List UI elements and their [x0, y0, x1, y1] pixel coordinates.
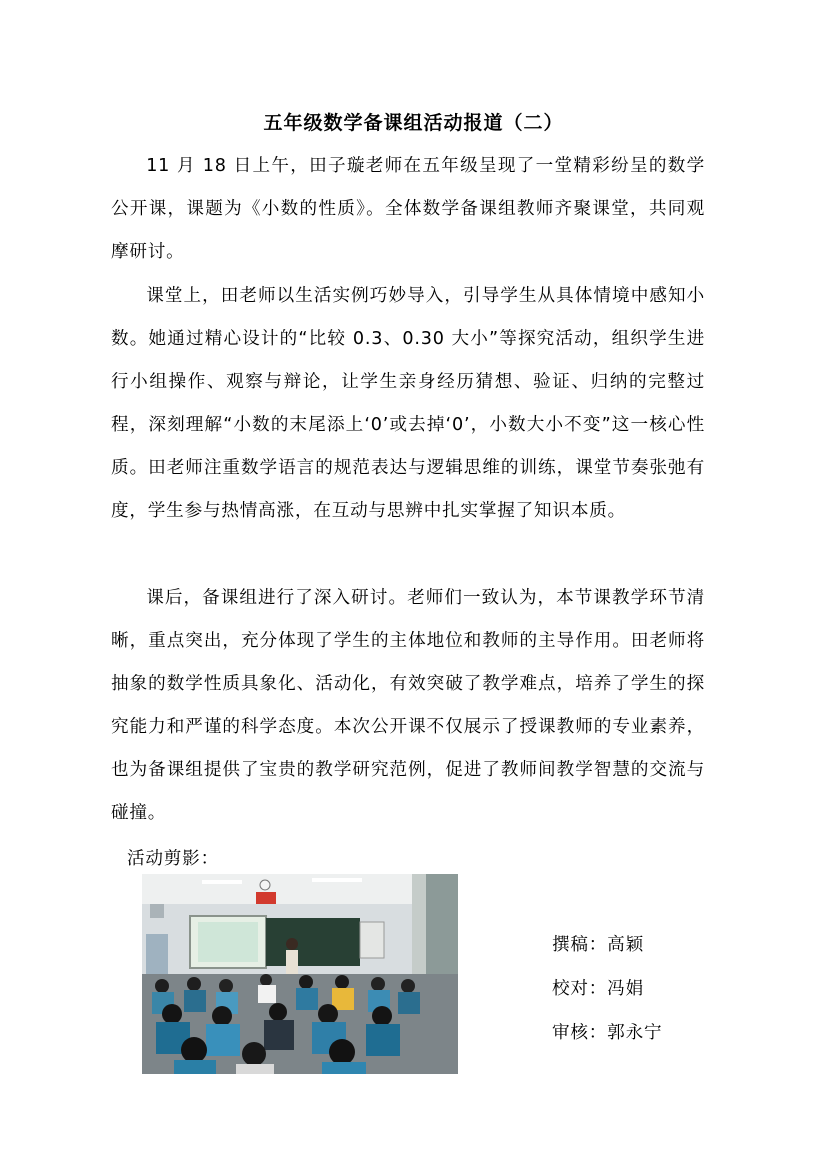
- paragraph-intro: 11 月 18 日上午，田子璇老师在五年级呈现了一堂精彩纷呈的数学公开课，课题为《小数的性质》。全体数学备课组教师齐聚课堂，共同观摩研讨。: [111, 156, 705, 262]
- credits-block: [552, 930, 662, 1062]
- credit-writer: 撰稿：高颖: [552, 935, 644, 955]
- credit-proofreader: 校对：冯娟: [552, 979, 644, 999]
- report-title: 五年级数学备课组活动报道（二）: [263, 112, 564, 134]
- photo-caption: 活动剪影：: [127, 849, 219, 869]
- paragraph-classroom: 课堂上，田老师以生活实例巧妙导入，引导学生从具体情境中感知小数。她通过精心设计的“比较 0.3、0.30 大小”等探究活动，组织学生进行小组操作、观察与辩论，让学生亲身经历猜想、验证、归纳的完整过程，深刻理解“小数的末尾添上‘0’或去掉‘0’，小数大小不变”这一核心性质。田老师注重数学语言的规范表达与逻辑思维的训练，课堂节奏张弛有度，学生参与热情高涨，在互动与思辨中扎实掌握了知识本质。: [111, 286, 705, 521]
- credit-reviewer: 审核：郭永宁: [552, 1023, 663, 1043]
- paragraph-discussion: 课后，备课组进行了深入研讨。老师们一致认为，本节课教学环节清晰，重点突出，充分体现了学生的主体地位和教师的主导作用。田老师将抽象的数学性质具象化、活动化，有效突破了教学难点，培养了学生的探究能力和严谨的科学态度。本次公开课不仅展示了授课教师的专业素养，也为备课组提供了宝贵的教学研究范例，促进了教师间教学智慧的交流与碰撞。: [111, 588, 705, 823]
- classroom-photo: [142, 874, 458, 1074]
